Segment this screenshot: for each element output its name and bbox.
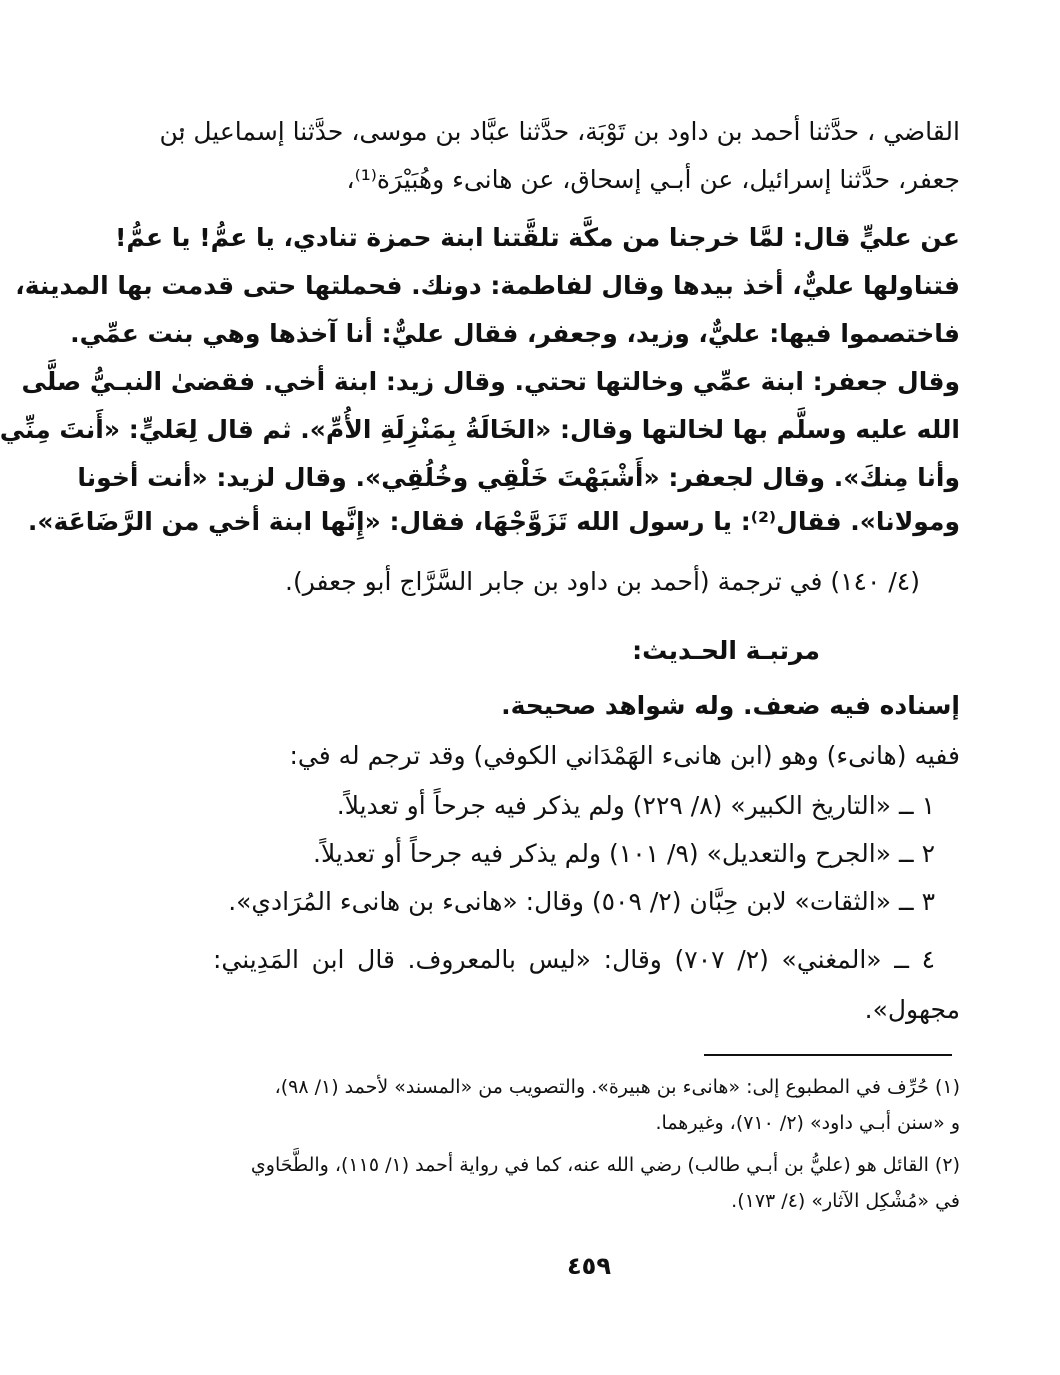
hadith-line-4: وقال جعفر: ابنة عمِّي وخالتها تحتي. وقال زيد: ابنة أخي. فقضىٰ النبـيُّ صلَّى bbox=[21, 367, 960, 396]
source-item-1: ١ ــ «التاريخ الكبير» (٨/ ٢٢٩) ولم يذكر فيه جرحاً أو تعديلاً. bbox=[336, 791, 935, 820]
reference-line: (٤/ ١٤٠) في ترجمة (أحمد بن داود بن جابر السَّرَّاج أبو جعفر). bbox=[285, 567, 920, 596]
footnote-1-line-2: و «سنن أبـي داود» (٢/ ٧١٠)، وغيرهما. bbox=[655, 1112, 960, 1134]
grade-line: إسناده فيه ضعف. وله شواهد صحيحة. bbox=[501, 691, 960, 720]
hadith-line-6: وأنا مِنكَ». وقال لجعفر: «أَشْبَهْتَ خَلْقِي وخُلُقِي». وقال لزيد: «أنت أخونا bbox=[77, 463, 960, 492]
isnad-line-1: القاضي ، حدَّثنا أحمد بن داود بن تَوْبَة، حدَّثنا عبَّاد بن موسى، حدَّثنا إسماعيل بن bbox=[159, 117, 960, 146]
footnote-1-line-1: (١) حُرِّف في المطبوع إلى: «هانىء بن هبيرة». والتصويب من «المسند» لأحمد (١/ ٩٨)، bbox=[274, 1076, 960, 1098]
footnote-2-line-2: في «مُشْكِل الآثار» (٤/ ١٧٣). bbox=[731, 1190, 960, 1212]
footnote-separator bbox=[704, 1054, 952, 1056]
footnote-2-line-1: (٢) القائل هو (عليُّ بن أبـي طالب) رضي الله عنه، كما في رواية أحمد (١/ ١١٥)، والطَّحَاوي bbox=[250, 1154, 960, 1176]
hadith-line-7: ومولانا». فقال⁽²⁾: يا رسول الله تَزَوَّجْهَا، فقال: «إِنَّها ابنة أخي من الرَّضَاعَة». bbox=[27, 507, 960, 536]
source-item-2: ٢ ــ «الجرح والتعديل» (٩/ ١٠١) ولم يذكر فيه جرحاً أو تعديلاً. bbox=[313, 839, 935, 868]
hadith-line-3: فاختصموا فيها: عليٌّ، وزيد، وجعفر، فقال عليٌّ: أنا آخذها وهي بنت عمِّي. bbox=[70, 319, 960, 348]
hadith-line-1: عن عليٍّ قال: لمَّا خرجنا من مكَّة تلقَّتنا ابنة حمزة تنادي، يا عمُّ! يا عمُّ! bbox=[114, 223, 960, 252]
hadith-line-5: الله عليه وسلَّم بها لخالتها وقال: «الخَالَةُ بِمَنْزِلَةِ الأُمِّ». ثم قال لِعَليٍّ: «أَنتَ مِنِّي bbox=[0, 415, 960, 444]
source-item-4: ٤ ــ «المغني» (٢/ ٧٠٧) وقال: «ليس بالمعروف. قال ابن المَدِيني: bbox=[213, 945, 936, 974]
source-item-3: ٣ ــ «الثقات» لابن حِبَّان (٢/ ٥٠٩) وقال: «هانىء بن هانىء المُرَادي». bbox=[228, 887, 935, 916]
hadith-line-2: فتناولها عليٌّ، أخذ بيدها وقال لفاطمة: دونك. فحملتها حتى قدمت بها المدينة، bbox=[15, 271, 960, 300]
narrator-intro: ففيه (هانىء) وهو (ابن هانىء الهَمْدَاني الكوفي) وقد ترجم له في: bbox=[289, 741, 960, 770]
source-item-4-continued: مجهول». bbox=[864, 995, 960, 1024]
isnad-line-2: جعفر، حدَّثنا إسرائيل، عن أبـي إسحاق، عن هانىء وهُبَيْرَة⁽¹⁾، bbox=[346, 165, 960, 194]
page-number: ٤٥٩ bbox=[567, 1252, 611, 1280]
section-heading: مرتبـة الحـديث: bbox=[632, 636, 820, 665]
